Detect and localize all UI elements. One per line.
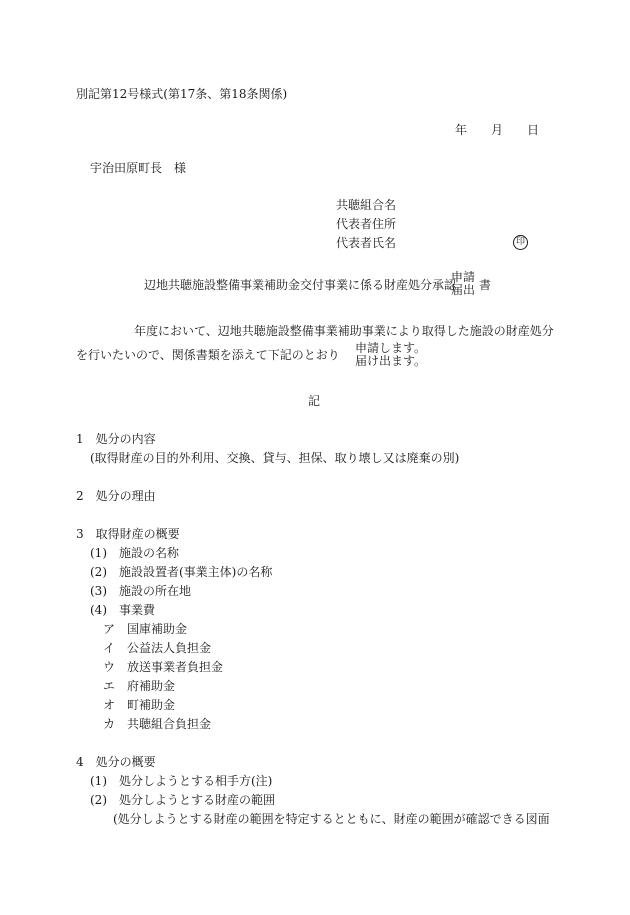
section-4-item: (2) 処分しようとする財産の範囲 bbox=[90, 793, 275, 807]
rep-name-label: 代表者氏名 bbox=[336, 236, 397, 250]
title-option-notify: 届出 bbox=[451, 283, 476, 297]
body-line-1: 年度において、辺地共聴施設整備事業補助事業により取得した施設の財産処分 bbox=[134, 324, 554, 338]
section-4-note: (処分しようとする財産の範囲を特定するとともに、財産の範囲が確認できる図面 bbox=[113, 812, 550, 826]
title-suffix: 書 bbox=[479, 278, 492, 292]
section-3-subitem: エ 府補助金 bbox=[103, 679, 176, 693]
body-line-2: を行いたいので、関係書類を添えて下記のとおり bbox=[76, 348, 340, 362]
date-year-label: 年 bbox=[455, 123, 468, 137]
section-3-item: (3) 施設の所在地 bbox=[90, 584, 191, 598]
body-option-stack bbox=[355, 342, 426, 368]
section-2-title: 2 処分の理由 bbox=[76, 489, 156, 503]
date-month-label: 月 bbox=[491, 123, 504, 137]
body-option-notify: 届け出ます。 bbox=[355, 354, 427, 368]
section-4-title: 4 処分の概要 bbox=[76, 755, 156, 769]
title-option-stack bbox=[451, 271, 475, 297]
body-option-apply: 申請します。 bbox=[355, 341, 427, 355]
org-name-label: 共聴組合名 bbox=[336, 198, 397, 212]
section-3-subitem: ウ 放送事業者負担金 bbox=[103, 660, 224, 674]
section-3-subitem: イ 公益法人負担金 bbox=[103, 641, 212, 655]
section-3-subitem: オ 町補助金 bbox=[103, 698, 176, 712]
section-3-item: (1) 施設の名称 bbox=[90, 546, 179, 560]
form-number: 別記第12号様式(第17条、第18条関係) bbox=[76, 87, 288, 101]
section-3-subitem: ア 国庫補助金 bbox=[103, 622, 188, 636]
document-title: 辺地共聴施設整備事業補助金交付事業に係る財産処分承認 bbox=[144, 278, 457, 292]
date-day-label: 日 bbox=[527, 123, 540, 137]
section-3-title: 3 取得財産の概要 bbox=[76, 527, 180, 541]
section-1-title: 1 処分の内容 bbox=[76, 432, 156, 446]
rep-address-label: 代表者住所 bbox=[336, 217, 397, 231]
section-1-note: (取得財産の目的外利用、交換、貸与、担保、取り壊し又は廃棄の別) bbox=[90, 451, 460, 465]
seal-mark: 印 bbox=[513, 235, 528, 250]
section-3-item: (4) 事業費 bbox=[90, 603, 155, 617]
title-option-apply: 申請 bbox=[451, 270, 476, 284]
section-3-subitem: カ 共聴組合負担金 bbox=[103, 717, 212, 731]
section-4-item: (1) 処分しようとする相手方(注) bbox=[90, 774, 273, 788]
ki-heading: 記 bbox=[308, 394, 321, 408]
addressee: 宇治田原町長 様 bbox=[90, 161, 187, 175]
section-3-item: (2) 施設設置者(事業主体)の名称 bbox=[90, 565, 273, 579]
